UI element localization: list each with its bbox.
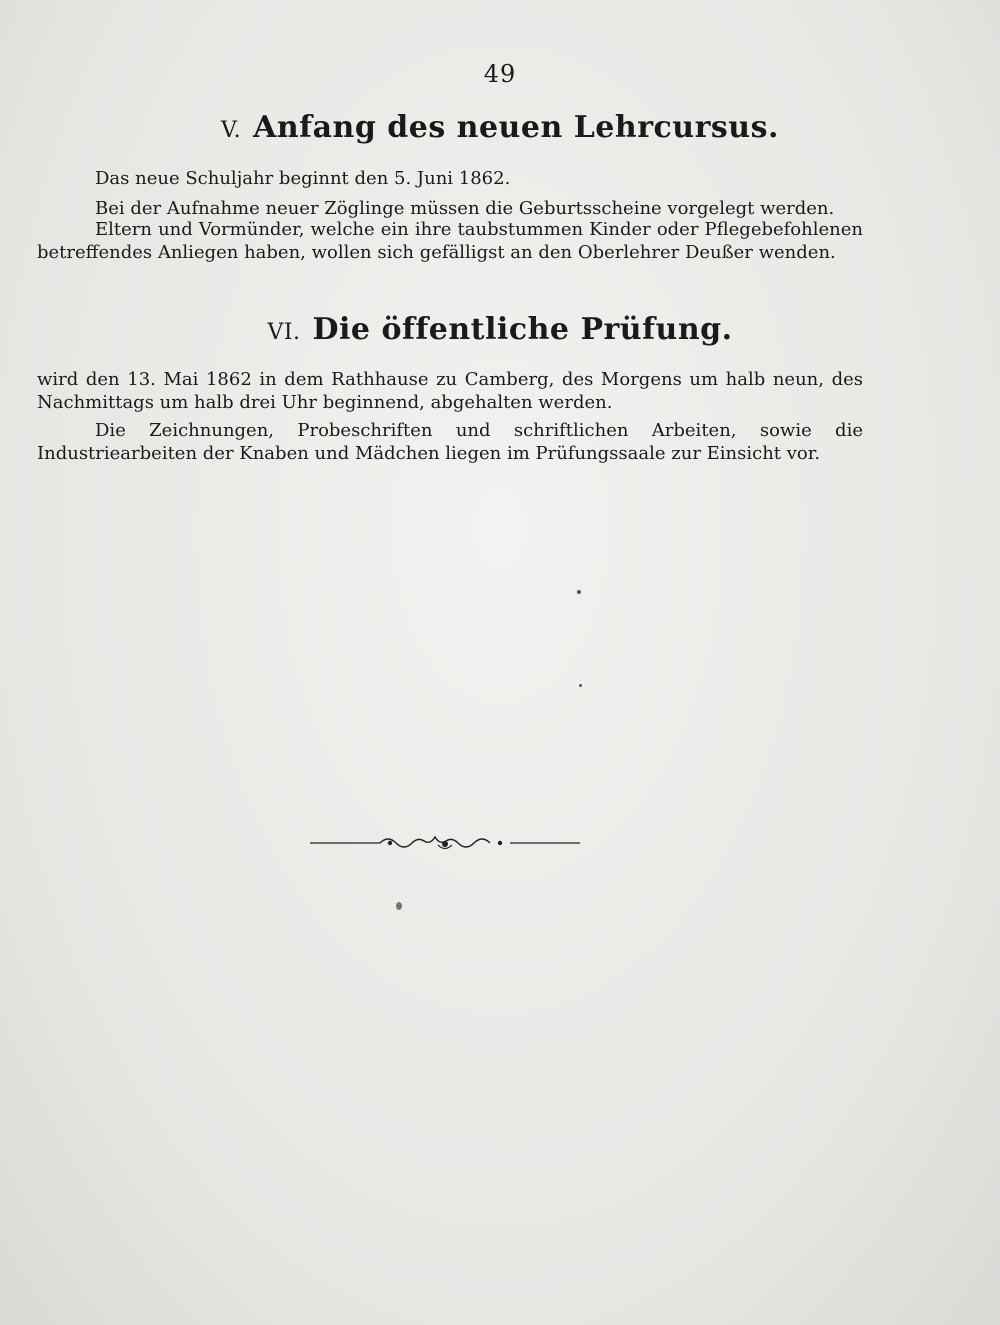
- section-v-paragraph-3: Eltern und Vormünder, welche ein ihre taubstummen Kinder oder Pflegebefohlenen betreffendes Anliegen haben, wollen sich gefälligst an den Oberlehrer Deußer wenden.: [37, 219, 863, 263]
- section-v-title: Anfang des neuen Lehrcursus.: [253, 110, 779, 145]
- print-speck: [579, 684, 582, 687]
- page-number: 49: [483, 60, 517, 88]
- ornament-divider-icon: [310, 832, 580, 854]
- print-speck: [396, 902, 402, 910]
- section-v-paragraph-2: Bei der Aufnahme neuer Zöglinge müssen die Geburtsscheine vorgelegt werden.: [95, 198, 835, 219]
- section-v-numeral: V.: [221, 118, 242, 143]
- section-v-heading: [0, 110, 1000, 145]
- section-vi-paragraph-1: wird den 13. Mai 1862 in dem Rathhause zu Camberg, des Morgens um halb neun, des Nachmittags um halb drei Uhr beginnend, abgehalten werden.: [37, 369, 863, 413]
- section-v-paragraph-1: Das neue Schuljahr beginnt den 5. Juni 1862.: [95, 168, 511, 189]
- print-speck: [577, 590, 581, 594]
- section-vi-title: Die öffentliche Prüfung.: [312, 312, 733, 347]
- section-vi-numeral: VI.: [267, 320, 301, 345]
- section-vi-heading: [0, 312, 1000, 347]
- section-vi-paragraph-2: Die Zeichnungen, Probeschriften und schriftlichen Arbeiten, sowie die Industriearbeiten der Knaben und Mädchen liegen im Prüfungssaale zur Einsicht vor.: [37, 420, 863, 464]
